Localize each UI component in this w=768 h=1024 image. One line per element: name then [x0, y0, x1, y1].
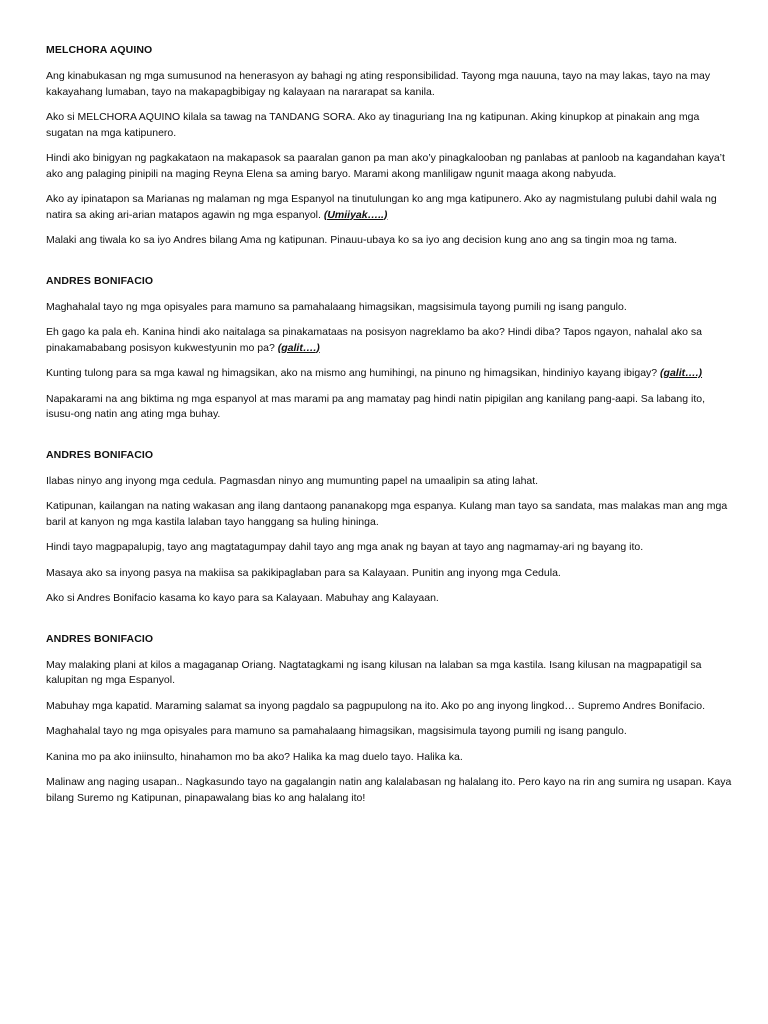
- paragraph: Katipunan, kailangan na nating wakasan ang ilang dantaong pananakopg mga espanya. Kulang man tayo sa sandata, mas malakas man ang mga baril at kanyon ng mga kastila lalaban tayo hanggang sa huling hininga.: [46, 500, 728, 528]
- paragraph: Kanina mo pa ako iniinsulto, hinahamon mo ba ako? Halika ka mag duelo tayo. Halika ka.: [46, 750, 463, 763]
- paragraph: Maghahalal tayo ng mga opisyales para mamuno sa pamahalaang himagsikan, magsisimula tayong pumili ng isang pangulo.: [46, 725, 627, 737]
- paragraph: Malinaw ang naging usapan.. Nagkasundo tayo na gagalangin natin ang kalalabasan ng halalang ito. Pero kayo na rin ang sumira ng usapan. Kaya bilang Suremo ng Katipunan, pinapawalang bias ko ang halalang ito!: [46, 776, 732, 804]
- paragraph: Hindi ako binigyan ng pagkakataon na makapasok sa paaralan ganon pa man ako’y pinagkalooban ng panlabas at panloob na kagandahan kaya’t ako ang palaging pinipili na maging Reyna Elena sa aming baryo. Marami akong manliligaw ngunit maaga akong nabyuda.: [46, 152, 725, 180]
- section-andres-bonifacio-1: [46, 275, 732, 423]
- section-andres-bonifacio-2: [46, 449, 732, 607]
- paragraph: Malaki ang tiwala ko sa iyo Andres bilang Ama ng katipunan. Pinauu-ubaya ko sa iyo ang decision kung ano ang sa tingin moa ng tama.: [46, 234, 677, 246]
- stage-direction: (Umiiyak…..): [323, 208, 388, 221]
- paragraph: Ilabas ninyo ang inyong mga cedula. Pagmasdan ninyo ang mumunting papel na umaalipin sa ating lahat.: [46, 474, 539, 487]
- paragraph: Maghahalal tayo ng mga opisyales para mamuno sa pamahalaang himagsikan, magsisimula tayong pumili ng isang pangulo.: [46, 300, 627, 313]
- paragraph: Eh gago ka pala eh. Kanina hindi ako naitalaga sa pinakamataas na posisyon nagreklamo ba ako? Hindi diba? Tapos ngayon, nahalal ako sa pinakamababang posisyon kukwestyunin mo pa? (galit….): [46, 326, 702, 354]
- paragraph: Masaya ako sa inyong pasya na makiisa sa pakikipaglaban para sa Kalayaan. Punitin ang inyong mga Cedula.: [46, 566, 561, 579]
- section-heading: ANDRES BONIFACIO: [46, 274, 154, 287]
- paragraph: Mabuhay mga kapatid. Maraming salamat sa inyong pagdalo sa pagpupulong na ito. Ako po ang inyong lingkod… Supremo Andres Bonifacio.: [46, 699, 706, 712]
- section-heading: ANDRES BONIFACIO: [46, 632, 154, 645]
- section-heading: MELCHORA AQUINO: [46, 44, 153, 56]
- paragraph: Hindi tayo magpapalupig, tayo ang magtatagumpay dahil tayo ang mga anak ng bayan at tayo ang nagmamay-ari ng bayang ito.: [46, 541, 644, 553]
- section-heading: ANDRES BONIFACIO: [46, 448, 154, 461]
- section-melchora-aquino: [46, 44, 732, 249]
- paragraph: Ang kinabukasan ng mga sumusunod na henerasyon ay bahagi ng ating responsibilidad. Tayong mga nauuna, tayo na may lakas, tayo na may kakayahang lumaban, tayo na makapagbibigay ng kalayaan na nararapat sa kanila.: [46, 70, 711, 98]
- paragraph: Ako si MELCHORA AQUINO kilala sa tawag na TANDANG SORA. Ako ay tinaguriang Ina ng katipunan. Aking kinupkop at pinakain ang mga sugatan na mga katipunero.: [46, 111, 700, 139]
- paragraph: Napakarami na ang biktima ng mga espanyol at mas marami pa ang mamatay pag hindi natin pipigilan ang kanilang pang-aapi. Sa labang ito, isusu-ong natin ang ating mga buhay.: [46, 392, 705, 420]
- paragraph: May malaking plani at kilos a magaganap Oriang. Nagtatagkami ng isang kilusan na lalaban sa mga kastila. Isang kilusan na magpapatigil sa kalupitan ng mga Espanyol.: [46, 658, 702, 686]
- paragraph: Ako si Andres Bonifacio kasama ko kayo para sa Kalayaan. Mabuhay ang Kalayaan.: [46, 592, 439, 604]
- stage-direction: (galit….): [660, 367, 703, 379]
- paragraph: Kunting tulong para sa mga kawal ng himagsikan, ako na mismo ang humihingi, na pinuno ng himagsikan, hindiniyo kayang ibigay? (galit….): [46, 367, 703, 379]
- paragraph: Ako ay ipinatapon sa Marianas ng malaman ng mga Espanyol na tinutulungan ko ang mga katipunero. Ako ay nagmistulang pulubi dahil wala ng natira sa aking ari-arian matapos agawin ng mga espanyol. (Umiiyak…..): [46, 193, 717, 221]
- section-andres-bonifacio-3: [46, 633, 732, 807]
- stage-direction: (galit….): [277, 341, 320, 354]
